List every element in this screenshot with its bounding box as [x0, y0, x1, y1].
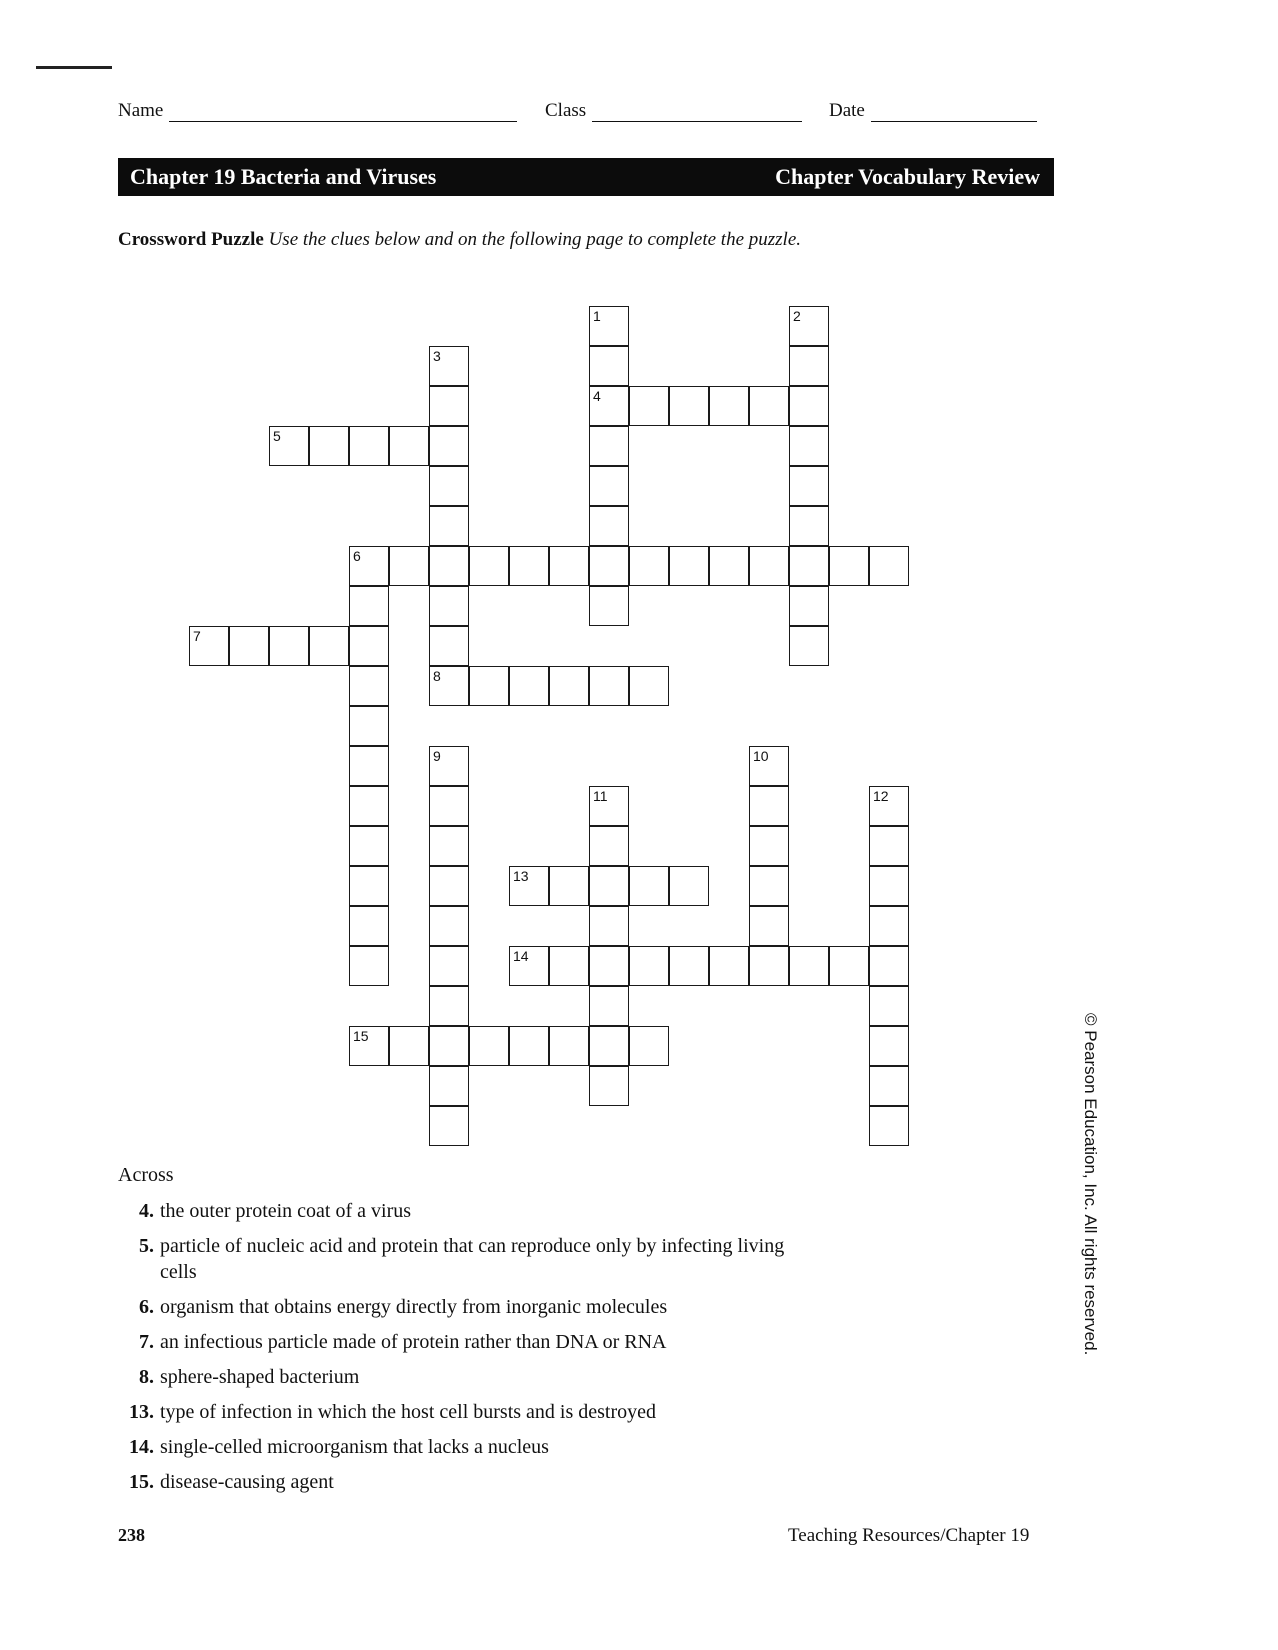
- crossword-cell[interactable]: [589, 906, 629, 946]
- crossword-cell[interactable]: [669, 546, 709, 586]
- across-clue-text: the outer protein coat of a virus: [160, 1200, 412, 1222]
- crossword-cell[interactable]: [589, 546, 629, 586]
- crossword-cell[interactable]: [869, 1066, 909, 1106]
- name-label: Name: [118, 100, 164, 121]
- across-clue-number: 4.: [139, 1200, 154, 1222]
- crossword-cell[interactable]: [349, 826, 389, 866]
- clue-number-6: 6: [353, 548, 361, 564]
- top-corner-mark: [36, 66, 112, 69]
- crossword-cell[interactable]: [229, 626, 269, 666]
- across-clue: [118, 1399, 818, 1425]
- crossword-cell[interactable]: [349, 786, 389, 826]
- across-clue-number: 13.: [129, 1401, 154, 1423]
- crossword-cell[interactable]: [789, 386, 829, 426]
- crossword-cell[interactable]: [349, 666, 389, 706]
- crossword-cell[interactable]: [589, 666, 629, 706]
- crossword-cell[interactable]: [589, 586, 629, 626]
- crossword-cell[interactable]: [349, 546, 389, 586]
- crossword-cell[interactable]: [589, 306, 629, 346]
- crossword-cell[interactable]: [749, 546, 789, 586]
- crossword-cell[interactable]: [389, 546, 429, 586]
- crossword-cell[interactable]: [789, 306, 829, 346]
- crossword-cell[interactable]: [789, 946, 829, 986]
- crossword-cell[interactable]: [789, 626, 829, 666]
- clue-number-11: 11: [593, 788, 608, 804]
- across-clue: [118, 1329, 818, 1355]
- class-line[interactable]: [592, 103, 802, 122]
- crossword-cell[interactable]: [709, 946, 749, 986]
- crossword-cell[interactable]: [469, 666, 509, 706]
- clue-number-4: 4: [593, 388, 601, 404]
- crossword-cell[interactable]: [789, 426, 829, 466]
- crossword-cell[interactable]: [869, 1026, 909, 1066]
- crossword-cell[interactable]: [469, 1026, 509, 1066]
- across-clue: [118, 1364, 818, 1390]
- crossword-cell[interactable]: [349, 586, 389, 626]
- crossword-cell[interactable]: [389, 1026, 429, 1066]
- class-field[interactable]: [545, 100, 802, 122]
- crossword-cell[interactable]: [549, 666, 589, 706]
- clue-number-2: 2: [793, 308, 801, 324]
- crossword-cell[interactable]: [189, 626, 229, 666]
- crossword-cell[interactable]: [429, 1026, 469, 1066]
- crossword-cell[interactable]: [429, 666, 469, 706]
- date-field[interactable]: [829, 100, 1037, 122]
- crossword-cell[interactable]: [429, 1066, 469, 1106]
- crossword-cell[interactable]: [589, 466, 629, 506]
- crossword-cell[interactable]: [509, 666, 549, 706]
- crossword-cell[interactable]: [669, 866, 709, 906]
- crossword-cell[interactable]: [469, 546, 509, 586]
- crossword-cell[interactable]: [789, 346, 829, 386]
- crossword-cell[interactable]: [629, 1026, 669, 1066]
- crossword-cell[interactable]: [629, 666, 669, 706]
- crossword-cell[interactable]: [349, 746, 389, 786]
- crossword-cell[interactable]: [549, 1026, 589, 1066]
- class-label: Class: [545, 100, 587, 121]
- crossword-cell[interactable]: [349, 906, 389, 946]
- crossword-cell[interactable]: [589, 866, 629, 906]
- crossword-cell[interactable]: [749, 906, 789, 946]
- across-clue-text: sphere-shaped bacterium: [160, 1366, 360, 1388]
- chapter-title: Chapter 19 Bacteria and Viruses: [130, 164, 437, 189]
- crossword-cell[interactable]: [829, 546, 869, 586]
- across-clue-number: 8.: [139, 1366, 154, 1388]
- clue-number-3: 3: [433, 348, 441, 364]
- clue-number-12: 12: [873, 788, 889, 804]
- across-clue-text: particle of nucleic acid and protein that can reproduce only by infecting living cells: [160, 1235, 785, 1283]
- crossword-cell[interactable]: [589, 946, 629, 986]
- crossword-cell[interactable]: [589, 386, 629, 426]
- crossword-cell[interactable]: [589, 426, 629, 466]
- crossword-cell[interactable]: [869, 946, 909, 986]
- across-clue-text: single-celled microorganism that lacks a nucleus: [160, 1436, 549, 1458]
- crossword-cell[interactable]: [509, 1026, 549, 1066]
- clue-number-14: 14: [513, 948, 529, 964]
- page-number: 238: [118, 1525, 145, 1545]
- across-clue: [118, 1469, 818, 1495]
- across-clue-text: disease-causing agent: [160, 1471, 334, 1493]
- section-title: Chapter Vocabulary Review: [775, 164, 1040, 189]
- crossword-cell[interactable]: [549, 866, 589, 906]
- crossword-cell[interactable]: [309, 626, 349, 666]
- crossword-cell[interactable]: [429, 506, 469, 546]
- across-clue-list: [118, 1198, 818, 1504]
- crossword-cell[interactable]: [429, 626, 469, 666]
- crossword-cell[interactable]: [749, 786, 789, 826]
- across-clue-number: 14.: [129, 1436, 154, 1458]
- across-clue: [118, 1434, 818, 1460]
- crossword-cell[interactable]: [629, 386, 669, 426]
- name-field[interactable]: [118, 100, 517, 122]
- clue-number-9: 9: [433, 748, 441, 764]
- crossword-cell[interactable]: [869, 1106, 909, 1146]
- name-line[interactable]: [169, 103, 517, 122]
- crossword-cell[interactable]: [429, 906, 469, 946]
- across-clue-number: 6.: [139, 1296, 154, 1318]
- crossword-cell[interactable]: [589, 1026, 629, 1066]
- crossword-cell[interactable]: [429, 586, 469, 626]
- crossword-cell[interactable]: [429, 346, 469, 386]
- crossword-cell[interactable]: [629, 866, 669, 906]
- across-clue: [118, 1233, 818, 1285]
- crossword-cell[interactable]: [429, 826, 469, 866]
- copyright-text: © Pearson Education, Inc. All rights reserved.: [1081, 1013, 1100, 1356]
- crossword-cell[interactable]: [429, 386, 469, 426]
- crossword-cell[interactable]: [669, 386, 709, 426]
- crossword-cell[interactable]: [789, 546, 829, 586]
- crossword-cell[interactable]: [429, 426, 469, 466]
- instructions-text: Use the clues below and on the following page to complete the puzzle.: [268, 229, 802, 250]
- crossword-cell[interactable]: [749, 826, 789, 866]
- crossword-cell[interactable]: [549, 946, 589, 986]
- crossword-cell[interactable]: [269, 426, 309, 466]
- crossword-cell[interactable]: [709, 546, 749, 586]
- crossword-cell[interactable]: [869, 986, 909, 1026]
- crossword-cell[interactable]: [789, 466, 829, 506]
- crossword-cell[interactable]: [669, 946, 709, 986]
- crossword-cell[interactable]: [349, 946, 389, 986]
- crossword-cell[interactable]: [749, 946, 789, 986]
- crossword-cell[interactable]: [429, 546, 469, 586]
- instructions-heading: Crossword Puzzle: [118, 229, 264, 250]
- crossword-cell[interactable]: [789, 586, 829, 626]
- date-label: Date: [829, 100, 865, 121]
- crossword-cell[interactable]: [349, 866, 389, 906]
- across-heading: Across: [118, 1164, 174, 1186]
- across-clue: [118, 1198, 818, 1224]
- crossword-cell[interactable]: [589, 346, 629, 386]
- date-line[interactable]: [871, 103, 1037, 122]
- crossword-cell[interactable]: [549, 546, 589, 586]
- crossword-cell[interactable]: [429, 466, 469, 506]
- crossword-cell[interactable]: [269, 626, 309, 666]
- crossword-cell[interactable]: [509, 946, 549, 986]
- clue-number-1: 1: [593, 308, 601, 324]
- crossword-cell[interactable]: [389, 426, 429, 466]
- across-clue-text: organism that obtains energy directly from inorganic molecules: [160, 1296, 668, 1318]
- crossword-cell[interactable]: [349, 626, 389, 666]
- crossword-cell[interactable]: [589, 986, 629, 1026]
- across-clue: [118, 1294, 818, 1320]
- crossword-cell[interactable]: [429, 786, 469, 826]
- crossword-cell[interactable]: [829, 946, 869, 986]
- crossword-cell[interactable]: [869, 826, 909, 866]
- crossword-cell[interactable]: [349, 706, 389, 746]
- crossword-cell[interactable]: [869, 786, 909, 826]
- crossword-cell[interactable]: [749, 866, 789, 906]
- across-clue-number: 7.: [139, 1331, 154, 1353]
- clue-number-5: 5: [273, 428, 281, 444]
- crossword-cell[interactable]: [869, 906, 909, 946]
- crossword-cell[interactable]: [869, 866, 909, 906]
- crossword-cell[interactable]: [709, 386, 749, 426]
- copyright-notice: [1080, 1013, 1100, 1356]
- crossword-cell[interactable]: [309, 426, 349, 466]
- crossword-cell[interactable]: [589, 826, 629, 866]
- crossword-cell[interactable]: [589, 786, 629, 826]
- crossword-cell[interactable]: [789, 506, 829, 546]
- crossword-cell[interactable]: [869, 546, 909, 586]
- crossword-cell[interactable]: [429, 946, 469, 986]
- crossword-cell[interactable]: [509, 546, 549, 586]
- source-footer: Teaching Resources/Chapter 19: [788, 1525, 1030, 1546]
- crossword-cell[interactable]: [749, 386, 789, 426]
- crossword-cell[interactable]: [429, 866, 469, 906]
- crossword-cell[interactable]: [429, 986, 469, 1026]
- crossword-cell[interactable]: [629, 546, 669, 586]
- instructions: [118, 226, 838, 253]
- crossword-cell[interactable]: [429, 1106, 469, 1146]
- across-clue-number: 15.: [129, 1471, 154, 1493]
- crossword-cell[interactable]: [509, 866, 549, 906]
- clue-number-8: 8: [433, 668, 441, 684]
- chapter-title-bar: [118, 158, 1054, 196]
- clue-number-15: 15: [353, 1028, 369, 1044]
- crossword-cell[interactable]: [629, 946, 669, 986]
- clue-number-7: 7: [193, 628, 201, 644]
- crossword-cell[interactable]: [589, 506, 629, 546]
- crossword-cell[interactable]: [429, 746, 469, 786]
- crossword-cell[interactable]: [749, 746, 789, 786]
- clue-number-13: 13: [513, 868, 529, 884]
- crossword-cell[interactable]: [349, 426, 389, 466]
- across-clue-text: type of infection in which the host cell bursts and is destroyed: [160, 1401, 657, 1423]
- across-clue-text: an infectious particle made of protein rather than DNA or RNA: [160, 1331, 667, 1353]
- clue-number-10: 10: [753, 748, 769, 764]
- crossword-cell[interactable]: [349, 1026, 389, 1066]
- crossword-cell[interactable]: [589, 1066, 629, 1106]
- across-clue-number: 5.: [139, 1235, 154, 1257]
